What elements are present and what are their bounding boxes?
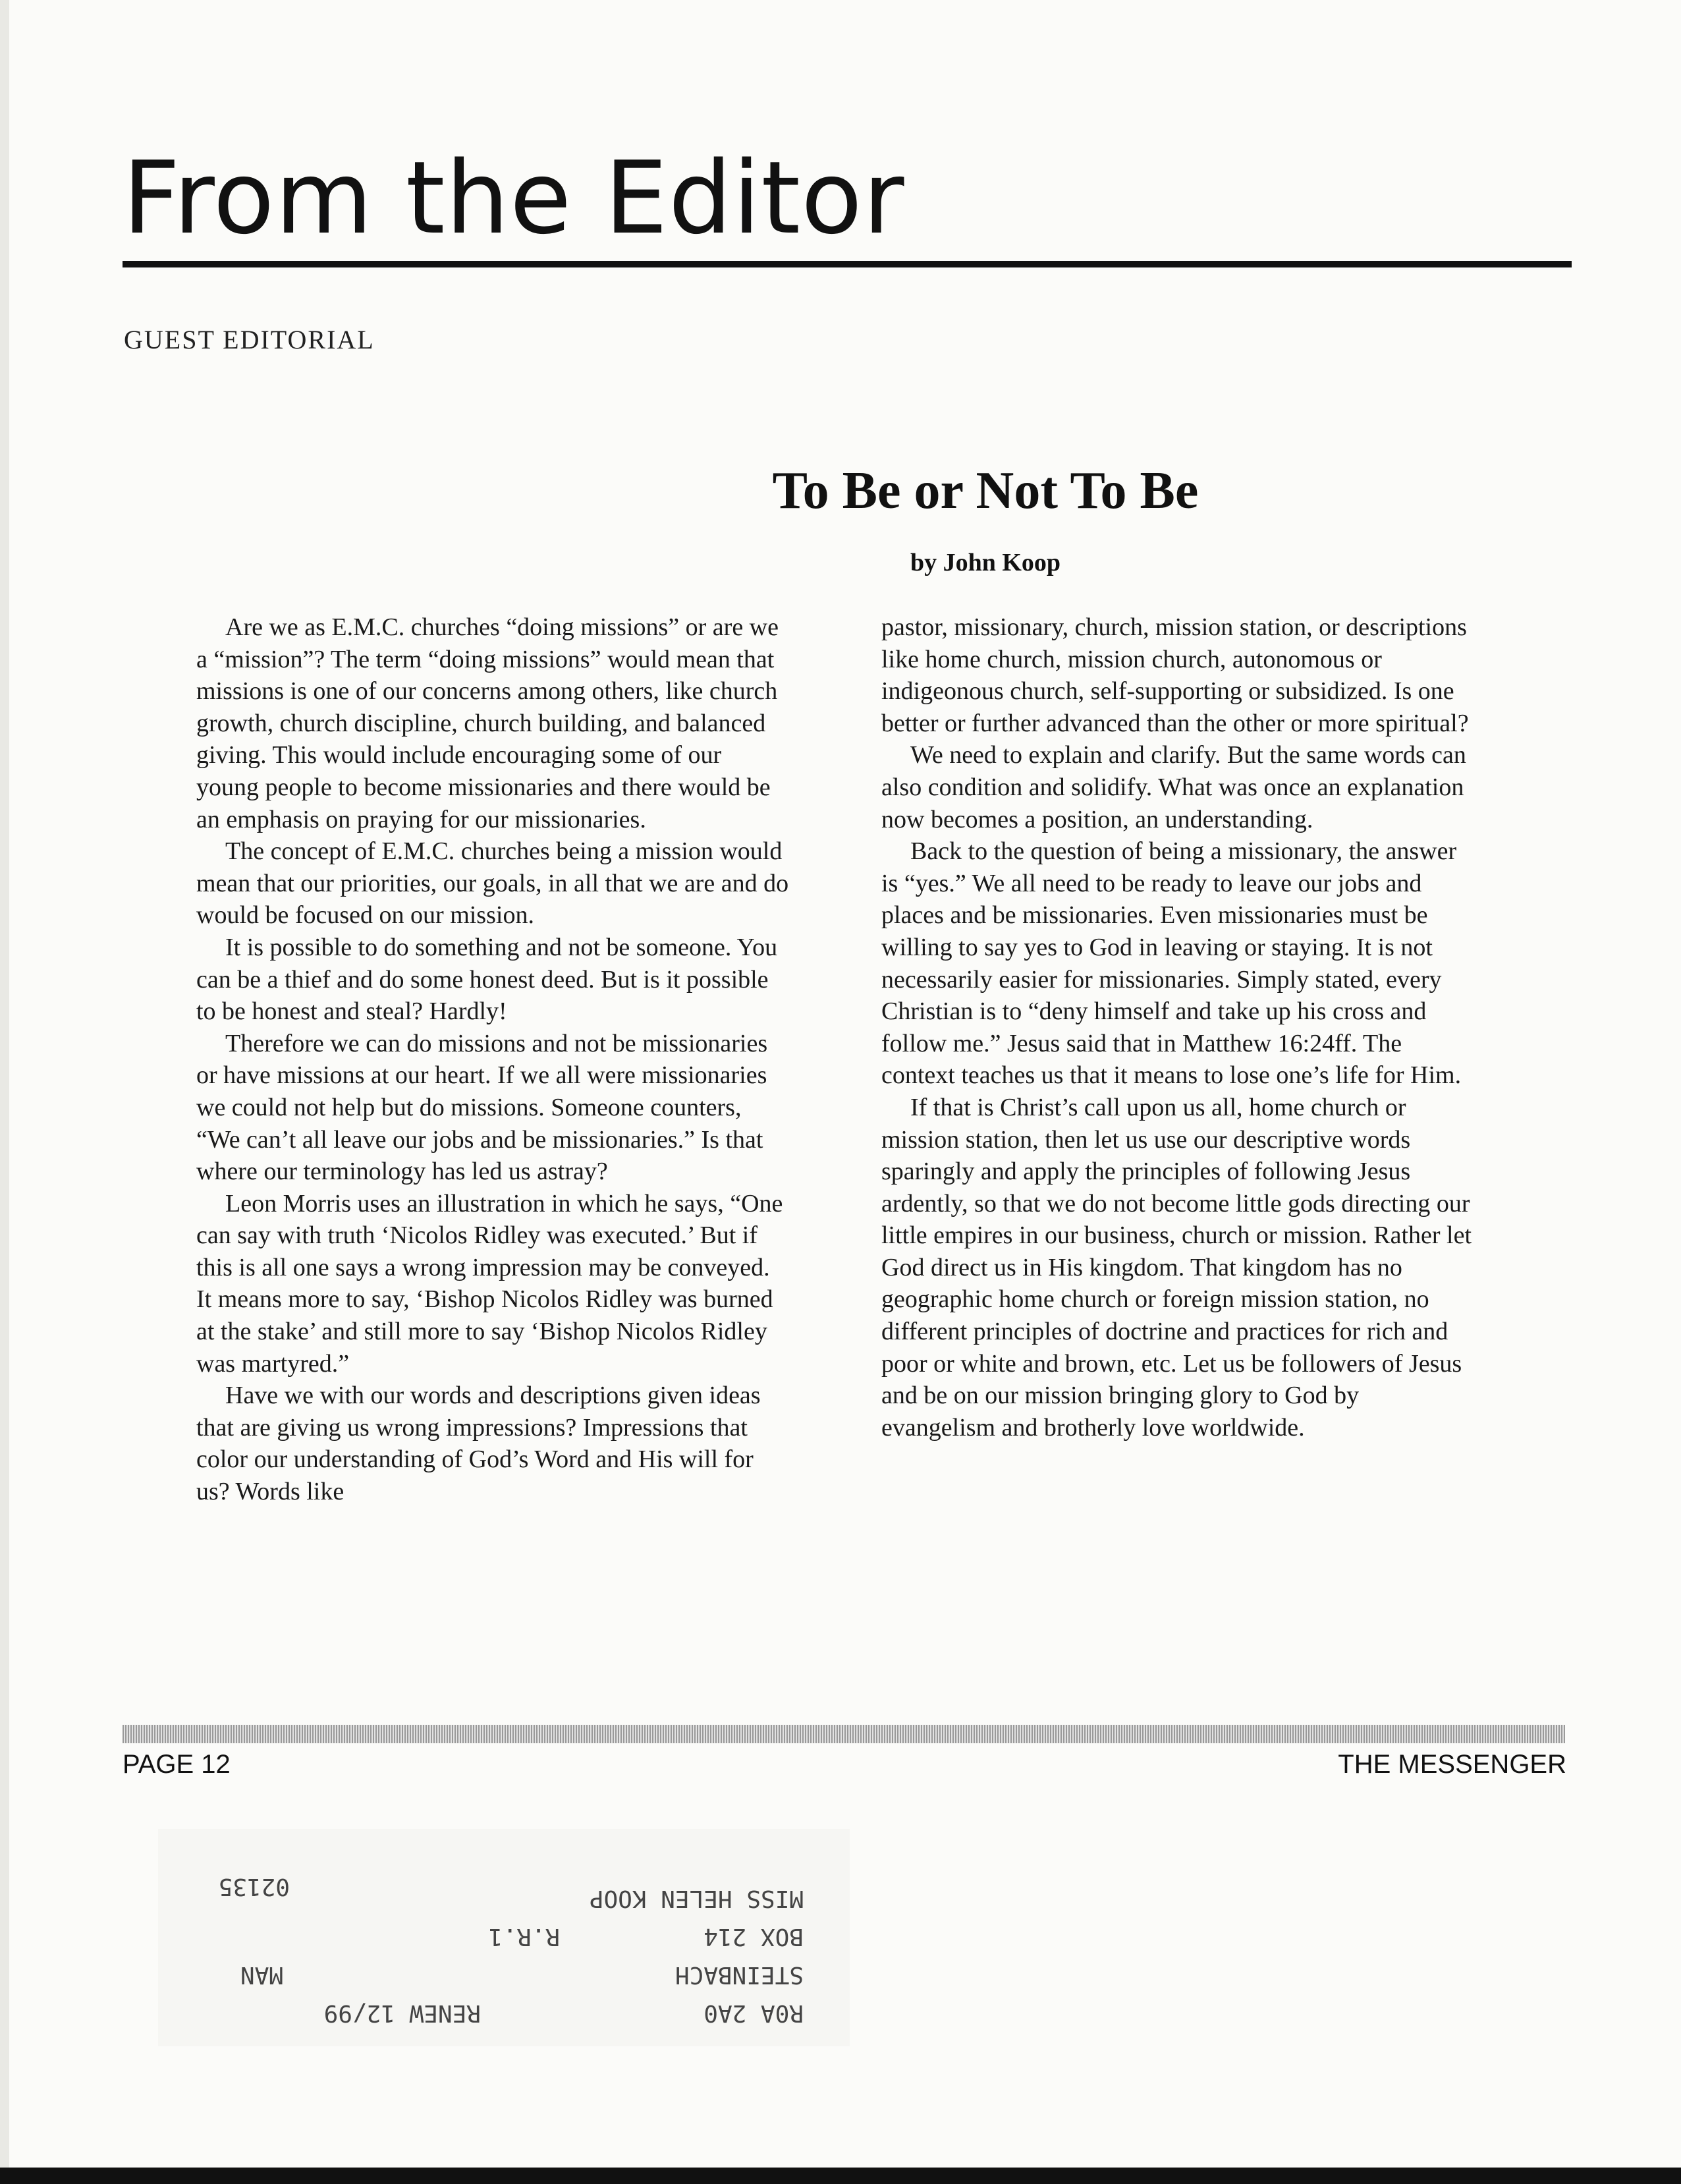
paragraph: Therefore we can do missions and not be missionaries or have missions at our heart. If we all were missionaries we could not help but do missions. Someone counters, “We can’t all leave our jobs and be missionaries.” Is that where our terminology has led us astray? — [196, 1029, 768, 1186]
paragraph: We need to explain and clarify. But the same words can also condition and solidify. What was once an explanation now becomes a position, an understanding. — [881, 741, 1466, 833]
paragraph: It is possible to do something and not be someone. You can be a thief and do some honest deed. But is it possible to be honest and steal? Hardly! — [196, 933, 778, 1026]
paragraph-continuation: pastor, missionary, church, mission station, or descriptions like home church, mission church, autonomous or indigeonous church, self-supporting or subsidized. Is one better or further advanced than the other or more spiritual? — [881, 613, 1469, 737]
label-postal: R0A 2A0 — [703, 2000, 804, 2027]
section-title: From the Editor — [123, 140, 905, 256]
paragraph: Are we as E.M.C. churches “doing missions” or are we a “mission”? The term “doing missions” would mean that missions is one of our concerns among others, like church growth, church discipline, church building, and balanced giving. This would include encouraging some of our young people to become missionaries and there would be an emphasis on praying for our missionaries. — [196, 613, 779, 833]
label-province: MAN — [240, 1961, 283, 1988]
page-edge-bottom — [0, 2168, 1681, 2184]
kicker: GUEST EDITORIAL — [124, 325, 375, 354]
page-number: PAGE 12 — [123, 1750, 231, 1779]
paragraph: Leon Morris uses an illustration in which he says, “One can say with truth ‘Nicolos Ridley was executed.’ But if this is all one says a wrong impression may be conveyed. It means more to say, ‘Bishop Nicolos Ridley was burned at the stake’ and still more to say ‘Bishop Nicolos Ridley was martyred.” — [196, 1189, 783, 1378]
label-box: BOX 214 — [703, 1923, 804, 1950]
paragraph: If that is Christ’s call upon us all, home church or mission station, then let us use our descriptive words sparingly and apply the principles of following Jesus ardently, so that we do not become little gods directing our little empires in our business, church or mission. Rather let God direct us in His kingdom. That kingdom has no geographic home church or foreign mission station, no different principles of doctrine and practices for rich and poor or white and brown, etc. Let us be followers of Jesus and be on our mission bringing glory to God by evangelism and brotherly love worldwide. — [881, 1093, 1472, 1442]
article-title: To Be or Not To Be — [772, 462, 1199, 520]
page-edge — [0, 0, 9, 2184]
title-rule — [123, 261, 1572, 267]
publication-name: THE MESSENGER — [1338, 1750, 1566, 1779]
label-route: R.R.1 — [488, 1923, 560, 1950]
label-town: STEINBACH — [675, 1961, 804, 1988]
label-number: 02135 — [218, 1873, 290, 1900]
paragraph: Back to the question of being a missionary, the answer is “yes.” We all need to be ready to leave our jobs and places and be missionaries. Even missionaries must be willing to say yes to God in leaving or staying. It is not necessarily easier for missionaries. Simply stated, every Christian is to “deny himself and take up his cross and follow me.” Jesus said that in Matthew 16:24ff. The context teaches us that it means to lose one’s life for Him. — [881, 837, 1462, 1090]
footer-rule — [123, 1725, 1565, 1743]
byline: by John Koop — [910, 549, 1061, 576]
mailing-label — [158, 1829, 850, 2046]
paragraph: The concept of E.M.C. churches being a mission would mean that our priorities, our goals, in all that we are and do would be focused on our mission. — [196, 837, 789, 930]
right-column — [881, 611, 1474, 1443]
paragraph: Have we with our words and descriptions given ideas that are giving us wrong impressions? Impressions that color our understanding of God’s Word and His will for us? Words like — [196, 1382, 761, 1506]
label-renew: RENEW 12/99 — [323, 2000, 481, 2027]
label-name: MISS HELEN KOOP — [589, 1885, 804, 1912]
left-column — [196, 611, 789, 1508]
